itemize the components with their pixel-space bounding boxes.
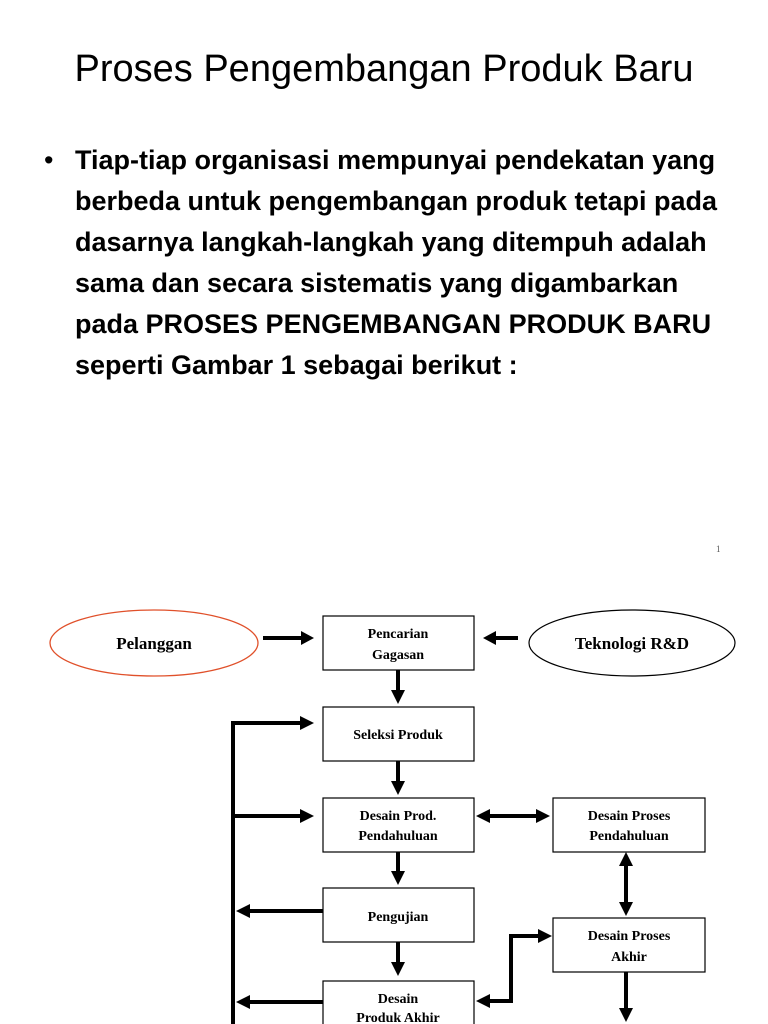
feedback-loop-left [231,716,323,1024]
bullet-text: Tiap-tiap organisasi mempunyai pendekatan yang berbeda untuk pengembangan produk tetapi pada dasarnya langkah-langkah yang ditempuh adalah sama dan secara sistematis yang digambarkan pada PROSES PENGEMBANGAN PRODUK BARU seperti Gambar 1 sebagai berikut : [75,145,718,380]
arrow-teknologi-to-pencarian [483,631,518,645]
desain-proses-akhir-label-2: Akhir [611,950,647,965]
arrow-desain-prod-desain-proses [476,809,550,823]
pencarian-label-2: Gagasan [371,648,425,663]
bullet-symbol: • [44,145,54,175]
arrow-pencarian-to-seleksi [391,670,405,704]
pengujian-label: Pengujian [367,910,429,925]
pencarian-label-1: Pencarian [367,627,429,642]
desain-prod-label-1: Desain Prod. [359,809,437,824]
arrow-pengujian-to-desain-produk-akhir [391,942,405,976]
arrow-desain-proses-akhir-down [619,972,633,1022]
arrow-proses-akhir-to-produk-akhir [476,929,552,1008]
teknologi-label: Teknologi R&D [574,634,690,653]
seleksi-label: Seleksi Produk [353,728,443,743]
desain-produk-akhir-label-2: Produk Akhir [356,1011,440,1024]
arrow-pelanggan-to-pencarian [263,631,314,645]
desain-proses-akhir-label-1: Desain Proses [587,929,671,944]
desain-proses-label-2: Pendahuluan [589,829,669,844]
desain-produk-akhir-label-1: Desain [377,992,419,1007]
arrow-desain-prod-to-pengujian [391,852,405,885]
pelanggan-label: Pelanggan [116,634,192,653]
slide-title: Proses Pengembangan Produk Baru [74,48,694,90]
arrow-seleksi-to-desain-prod [391,761,405,795]
desain-proses-label-1: Desain Proses [587,809,671,824]
arrow-desain-proses-vertical [619,852,633,916]
page-number: 1 [716,544,721,554]
desain-prod-label-2: Pendahuluan [358,829,438,844]
